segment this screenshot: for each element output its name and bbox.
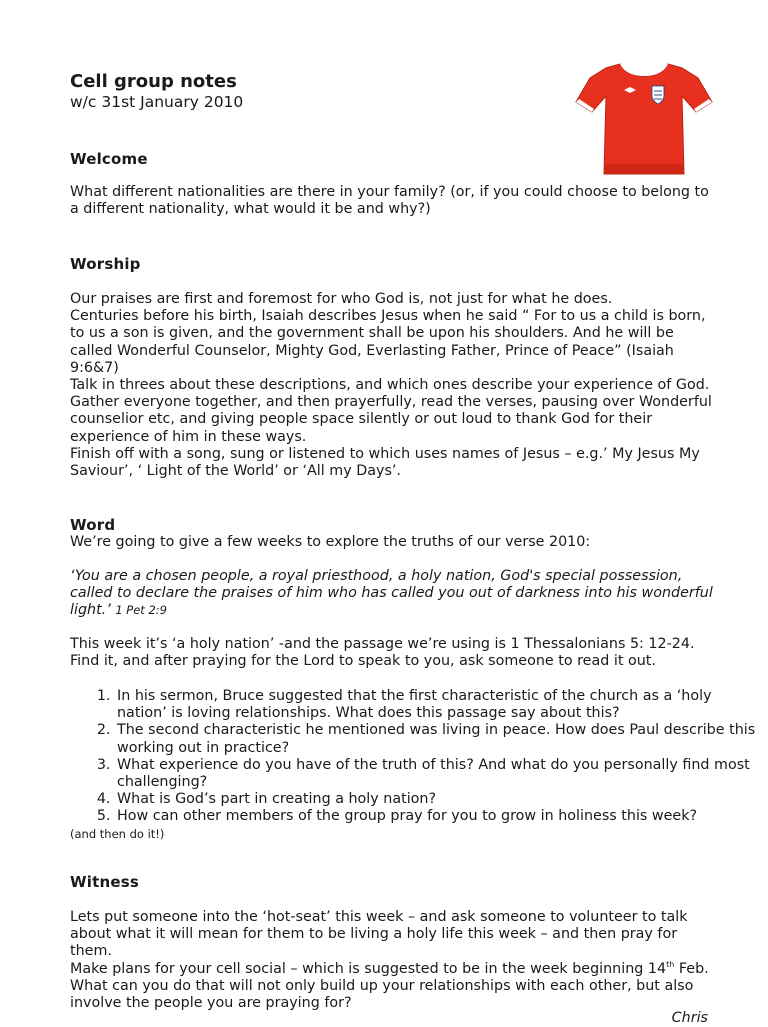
- question-item: 3. What experience do you have of the truth of this? And what do you personally find most challenging?: [115, 757, 760, 791]
- welcome-heading: Welcome: [70, 150, 148, 168]
- crest-icon: [652, 86, 664, 104]
- word-passage: [70, 636, 718, 670]
- page-title: Cell group notes: [70, 71, 237, 92]
- worship-paragraph: Talk in threes about these descriptions, and which ones describe your experience of God. Gather everyone together, and then prayerfully, read the verses, pausing over Wonderful counselior etc, and giving people space silently or out loud to thank God for their experience of him in these ways.: [70, 377, 712, 445]
- passage-paragraph: This week it’s ‘a holy nation’ -and the passage we’re using is 1 Thessalonians 5: 12-24. Find it, and after praying for the Lord to speak to you, ask someone to read it out.: [70, 636, 695, 670]
- discussion-questions: [70, 688, 760, 826]
- word-verse: [70, 568, 718, 620]
- questions-footnote: (and then do it!): [70, 827, 165, 841]
- question-item: 5. How can other members of the group pray for you to grow in holiness this week?: [115, 808, 760, 825]
- worship-paragraph: Centuries before his birth, Isaiah describes Jesus when he said “ For to us a child is born, to us a son is given, and the government shall be upon his shoulders. And he will be called Wonderful Counselor, Mighty God, Everlasting Father, Prince of Peace” (Isaiah 9:6&7): [70, 308, 706, 376]
- verse-reference: 1 Pet 2:9: [115, 603, 167, 618]
- witness-paragraph: Lets put someone into the ‘hot-seat’ this week – and ask someone to volunteer to talk about what it will mean for them to be living a holy life this week – and then pray for them.: [70, 909, 688, 960]
- word-intro: [70, 534, 718, 551]
- welcome-paragraph: What different nationalities are there in your family? (or, if you could choose to belong to a different nationality, what would it be and why?): [70, 184, 709, 218]
- worship-heading: Worship: [70, 255, 141, 273]
- witness-heading: Witness: [70, 873, 139, 891]
- author-signoff: Chris: [671, 1010, 708, 1026]
- worship-paragraph: Finish off with a song, sung or listened to which uses names of Jesus – e.g.’ My Jesus My Saviour’, ‘ Light of the World’ or ‘All my Days’.: [70, 445, 700, 480]
- question-item: 2. The second characteristic he mentioned was living in peace. How does Paul describe this working out in practice?: [115, 722, 760, 756]
- welcome-text: [70, 184, 718, 218]
- word-intro-paragraph: We’re going to give a few weeks to explore the truths of our verse 2010:: [70, 534, 591, 550]
- question-item: 1. In his sermon, Bruce suggested that the first characteristic of the church as a ‘holy nation’ is loving relationships. What does this passage say about this?: [115, 688, 760, 722]
- page-subtitle: w/c 31st January 2010: [70, 93, 244, 111]
- witness-section: [70, 909, 718, 1012]
- question-item: 4. What is God’s part in creating a holy nation?: [115, 791, 760, 808]
- word-heading: Word: [70, 516, 116, 534]
- verse-text: ‘You are a chosen people, a royal priesthood, a holy nation, God's special possession, called to declare the praises of him who has called you out of darkness into his wonderful light.’: [70, 568, 713, 619]
- worship-section: [70, 291, 718, 480]
- england-shirt-image: [568, 58, 718, 178]
- witness-paragraph-social: Make plans for your cell social – which is suggested to be in the week beginning 14th Feb. What can you do that will not only build up your relationships with each other, but also involve the people you are praying for?: [70, 959, 709, 1012]
- worship-paragraph: Our praises are first and foremost for who God is, not just for what he does.: [70, 291, 613, 307]
